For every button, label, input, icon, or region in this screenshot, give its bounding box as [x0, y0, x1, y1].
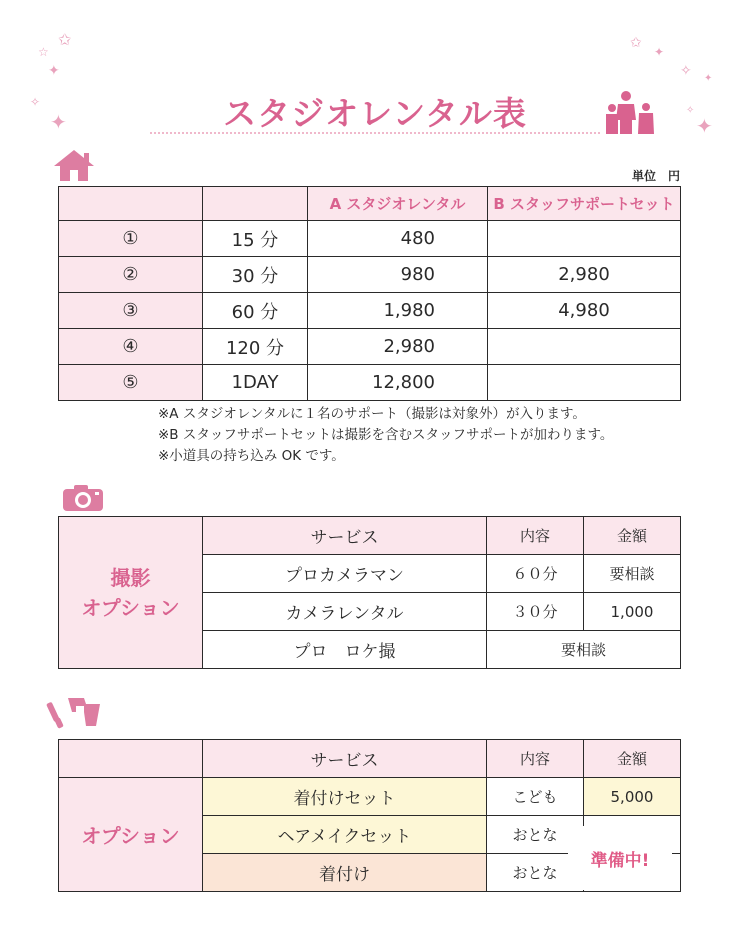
row-price-a: 2,980 [308, 329, 488, 365]
row-number: ② [59, 257, 203, 293]
row-duration: 30 分 [203, 257, 308, 293]
makeup-icon [46, 692, 106, 732]
row-price-b: 4,980 [488, 293, 681, 329]
row-price-b [488, 329, 681, 365]
page-title: スタジオレンタル表 [223, 94, 527, 133]
service-content: おとな [487, 816, 584, 854]
note-line: ※A スタジオレンタルに１名のサポート（撮影は対象外）が入ります。 [158, 406, 586, 422]
table-header-row [59, 517, 681, 555]
service-content: おとな [487, 854, 584, 892]
service-name: プロカメラマン [203, 555, 487, 593]
sparkle-decoration-left: ✩ ☆ ✦ ✧ ✦ [30, 30, 72, 134]
row-number: ④ [59, 329, 203, 365]
header-cell-staff-support: B スタッフサポートセット [488, 187, 681, 221]
row-duration: 120 分 [203, 329, 308, 365]
camera-icon [62, 484, 104, 512]
row-number: ⑤ [59, 365, 203, 401]
service-name: 着付けセット [203, 778, 487, 816]
table-row [59, 221, 681, 257]
service-price: 要相談 [584, 555, 681, 593]
table-header-row [59, 740, 681, 778]
row-duration: 60 分 [203, 293, 308, 329]
table-row [59, 329, 681, 365]
row-number: ① [59, 221, 203, 257]
row-price-a: 480 [308, 221, 488, 257]
header-cell-price: 金額 [584, 517, 681, 555]
row-number: ③ [59, 293, 203, 329]
header-cell-service: サービス [203, 517, 487, 555]
service-price: 5,000 [584, 778, 681, 816]
row-price-a: 1,980 [308, 293, 488, 329]
rental-notes [158, 404, 613, 467]
photo-options-table [58, 516, 681, 669]
note-line: ※小道具の持ち込み OK です。 [158, 448, 345, 464]
service-name: 着付け [203, 854, 487, 892]
unit-label: 単位 円 [631, 169, 680, 183]
service-name: ヘアメイクセット [203, 816, 487, 854]
row-price-a: 12,800 [308, 365, 488, 401]
table-row [59, 257, 681, 293]
row-price-b [488, 221, 681, 257]
options-category: オプション [59, 778, 203, 892]
table-row [59, 778, 681, 816]
table-row [59, 365, 681, 401]
table-row [59, 293, 681, 329]
header-cell-studio-rental: A スタジオレンタル [308, 187, 488, 221]
header-cell [203, 187, 308, 221]
house-icon [52, 148, 96, 182]
category-label: 撮影 [110, 565, 151, 590]
note-line: ※B スタッフサポートセットは撮影を含むスタッフサポートが加わります。 [158, 427, 614, 443]
service-name: プロ ロケ撮 [203, 631, 487, 669]
header-cell-price: 金額 [584, 740, 681, 778]
service-content: ６０分 [487, 555, 584, 593]
sparkle-decoration-right: ✩ ✦ ✧ ✦ ✦ ✧ [630, 35, 713, 138]
row-duration: 1DAY [203, 365, 308, 401]
studio-rental-table [58, 186, 681, 401]
row-duration: 15 分 [203, 221, 308, 257]
service-price: 1,000 [584, 593, 681, 631]
header-cell-empty [59, 740, 203, 778]
header-cell-content: 内容 [487, 740, 584, 778]
header-cell [59, 187, 203, 221]
service-name: カメラレンタル [203, 593, 487, 631]
row-price-a: 980 [308, 257, 488, 293]
service-price-merged: 要相談 [487, 631, 681, 669]
preparing-stamp: 準備中! [568, 826, 672, 890]
table-header-row [59, 187, 681, 221]
header-cell-service: サービス [203, 740, 487, 778]
row-price-b: 2,980 [488, 257, 681, 293]
photo-options-category [59, 517, 203, 669]
service-content: こども [487, 778, 584, 816]
family-icon [604, 90, 656, 134]
page-title-block [150, 88, 600, 132]
title-underline [150, 132, 600, 134]
header-cell-content: 内容 [487, 517, 584, 555]
service-content: ３０分 [487, 593, 584, 631]
row-price-b [488, 365, 681, 401]
category-label: オプション [81, 595, 180, 620]
